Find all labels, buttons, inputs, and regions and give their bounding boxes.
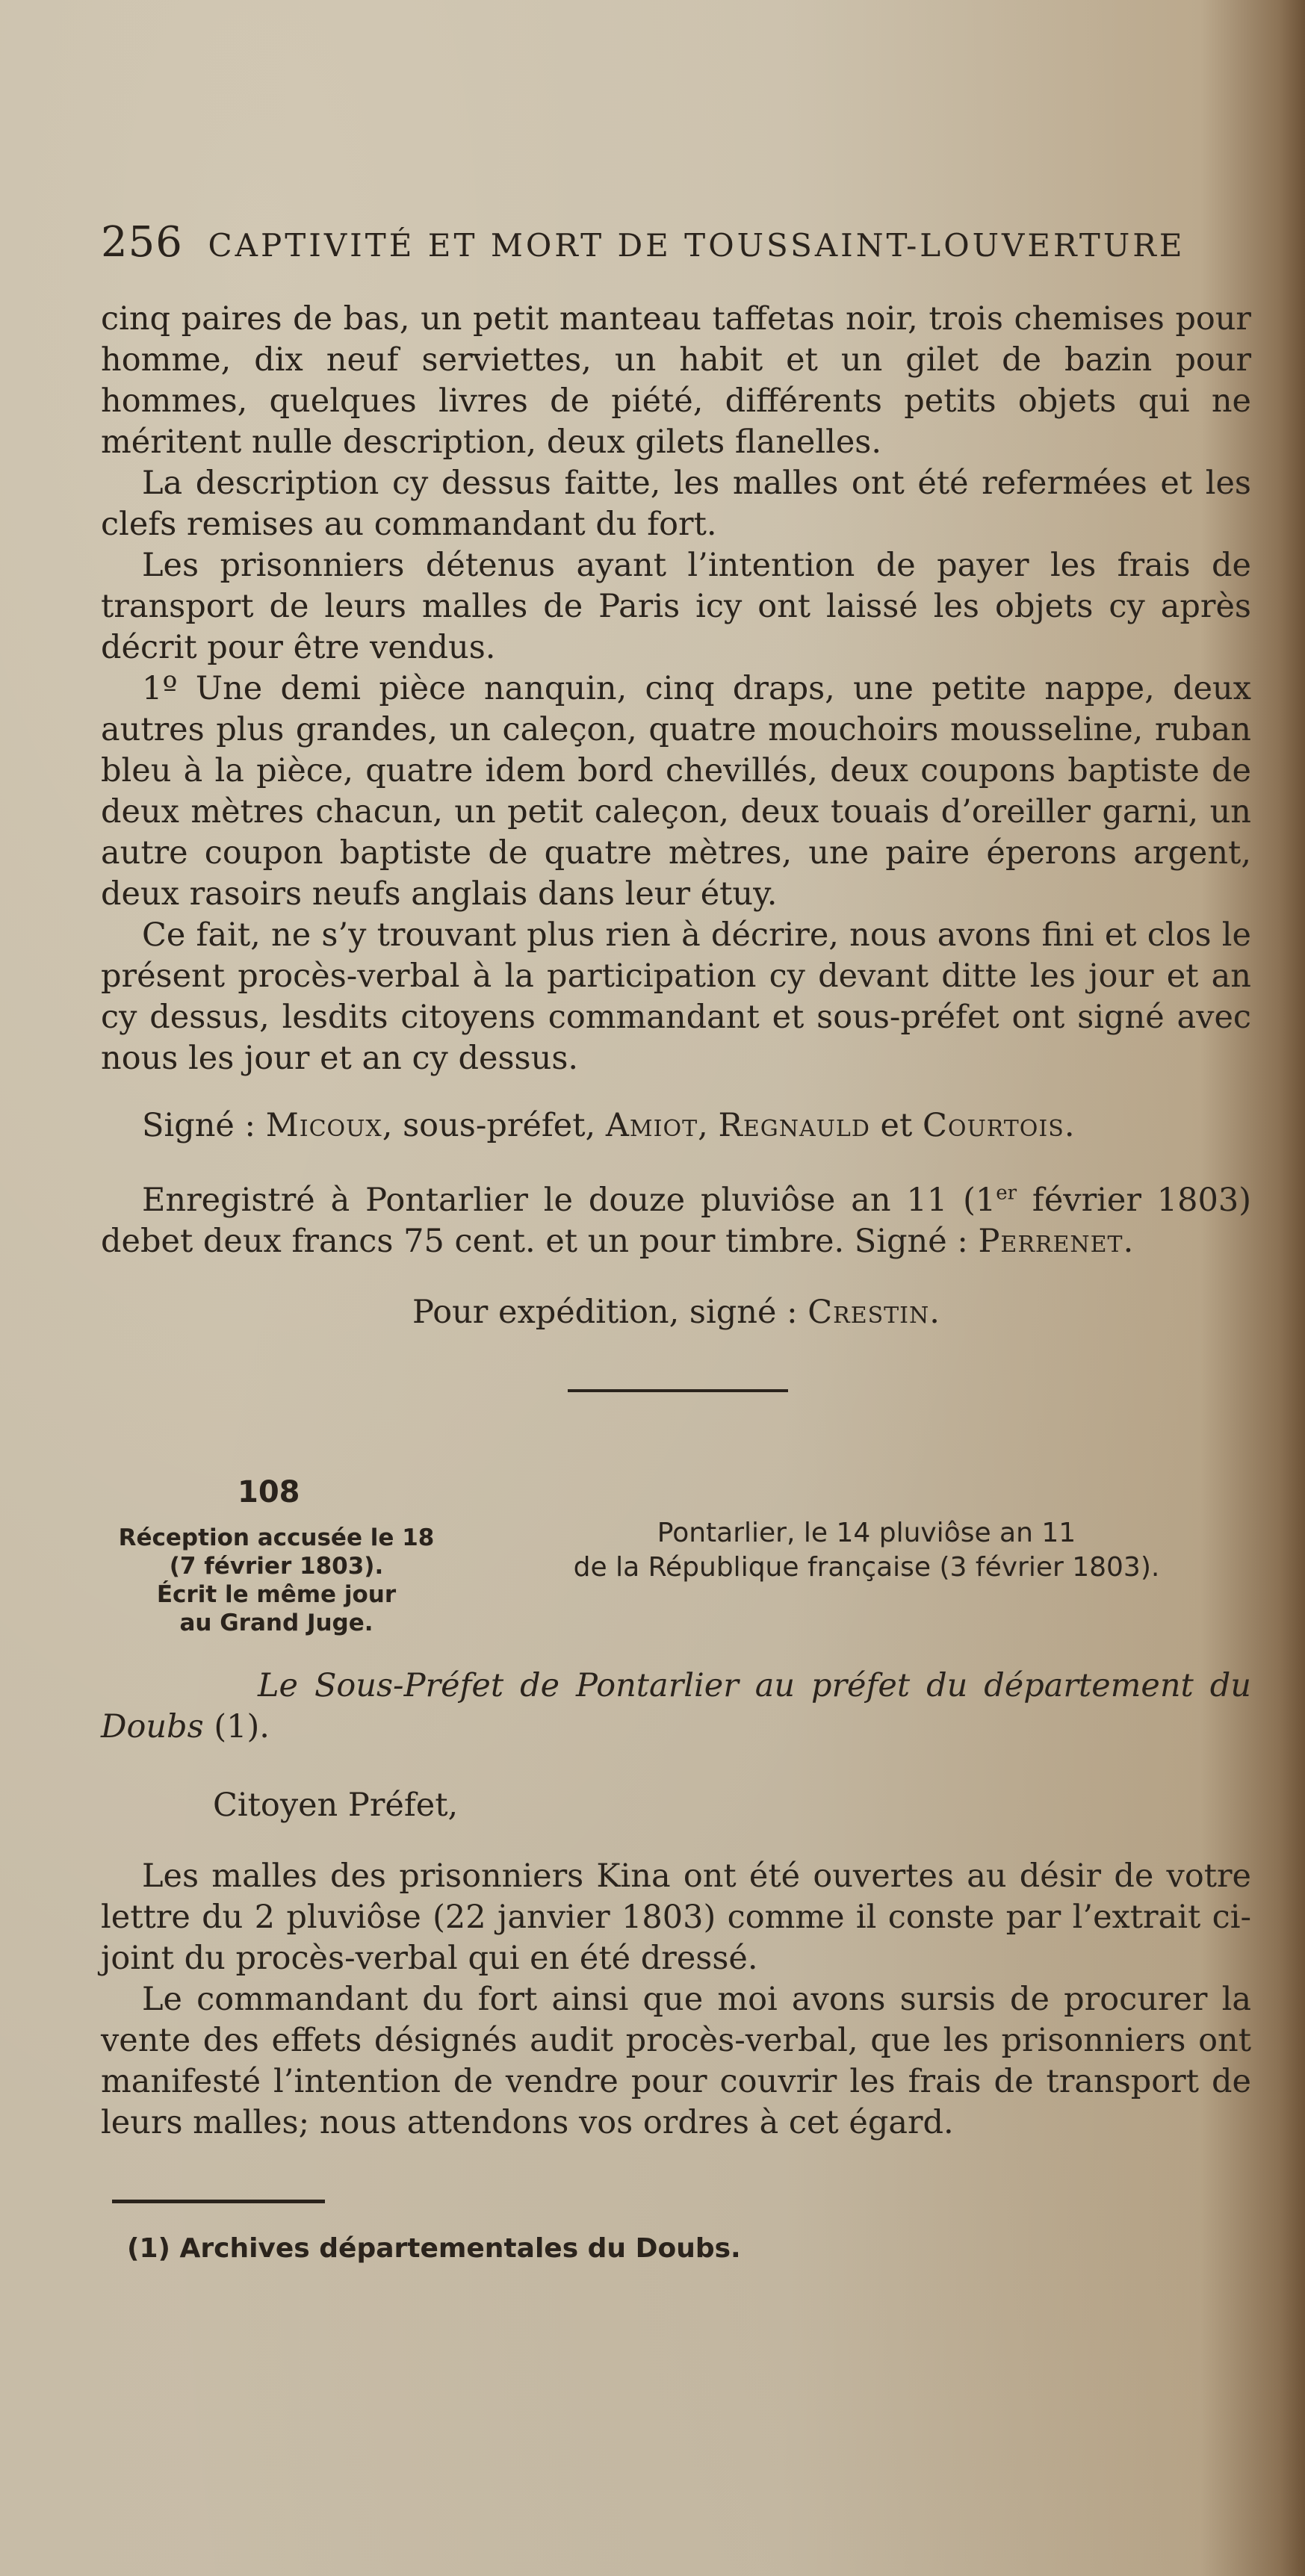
registration-end: . bbox=[1123, 1223, 1134, 1260]
expedition-signatory: Crestin bbox=[808, 1294, 930, 1331]
letter-heading-text: Le Sous-Préfet de Pontarlier au préfet du département du Doubs bbox=[101, 1667, 1251, 1745]
reception-sidenote bbox=[101, 1524, 452, 1637]
signature-separator: , bbox=[698, 1107, 719, 1144]
page-number: 256 bbox=[101, 218, 183, 267]
signatory-role: , sous-préfet, bbox=[382, 1107, 606, 1144]
sidenote-line-1: Réception accusée le 18 bbox=[118, 1524, 435, 1551]
letter-salutation: Citoyen Préfet, bbox=[213, 1787, 459, 1824]
signatory-amiot: Amiot bbox=[605, 1107, 698, 1144]
footnote-rule bbox=[112, 2200, 325, 2203]
registration-paragraph bbox=[101, 1180, 1251, 1262]
registration-text-a: Enregistré à Pontarlier le douze pluviôse an 11 (1 bbox=[142, 1182, 996, 1219]
section-divider bbox=[568, 1389, 788, 1392]
body-paragraph-5: Ce fait, ne s’y trouvant plus rien à décrire, nous avons fini et clos le présent procès-verbal à la participation cy devant ditte les jour et an cy dessus, lesdits citoyens commandant et sous-préfet ont signé avec nous les jour et an cy dessus. bbox=[101, 916, 1251, 1077]
body-paragraph-1: cinq paires de bas, un petit manteau taffetas noir, trois chemises pour homme, dix neuf serviettes, un habit et un gilet de bazin pour hommes, quelques livres de piété, différents petits objets qui ne méritent nulle description, deux gilets flanelles. bbox=[101, 300, 1251, 461]
letter-heading-footnote-ref: (1). bbox=[203, 1708, 270, 1745]
signatory-micoux: Micoux bbox=[265, 1107, 382, 1144]
letter-paragraph-1: Les malles des prisonniers Kina ont été ouvertes au désir de votre lettre du 2 pluviôse (22 janvier 1803) comme il conste par l’extrait ci-joint du procès-verbal qui en été dressé. bbox=[101, 1857, 1251, 1977]
signatory-regnauld: Regnauld bbox=[718, 1107, 870, 1144]
inventory-text bbox=[101, 299, 1251, 1079]
letter-paragraph-2: Le commandant du fort ainsi que moi avons sursis de procurer la vente des effets désignés audit procès-verbal, que les prisonniers ont manifesté l’intention de vendre pour couvrir les frais de transport de leurs malles; nous attendons vos ordres à cet égard. bbox=[101, 1981, 1251, 2141]
body-paragraph-2: La description cy dessus faitte, les malles ont été refermées et les clefs remises au commandant du fort. bbox=[101, 465, 1251, 543]
sidenote-line-3: Écrit le même jour bbox=[156, 1581, 397, 1608]
sidenote-line-4: au Grand Juge. bbox=[179, 1610, 373, 1636]
expedition-line bbox=[101, 1292, 1251, 1333]
signatory-courtois: Courtois bbox=[922, 1107, 1064, 1144]
letter-block bbox=[101, 1666, 1251, 2144]
running-head bbox=[101, 218, 1251, 267]
expedition-block bbox=[101, 1292, 1251, 1333]
signature-conjunction: et bbox=[870, 1107, 923, 1144]
signature-prefix: Signé : bbox=[142, 1107, 266, 1144]
body-paragraph-3: Les prisonniers détenus ayant l’intention de payer les frais de transport de leurs malles de Paris icy ont laissé les objets cy après décrit pour être vendus. bbox=[101, 547, 1251, 666]
sidenote-line-2: (7 février 1803). bbox=[169, 1553, 384, 1580]
dateline-republic: de la République française (3 février 1803). bbox=[573, 1552, 1160, 1583]
registration-signatory: Perrenet bbox=[978, 1223, 1123, 1260]
footnote: (1) Archives départementales du Doubs. bbox=[127, 2233, 741, 2264]
body-paragraph-4: 1º Une demi pièce nanquin, cinq draps, une petite nappe, deux autres plus grandes, un caleçon, quatre mouchoirs mousseline, ruban bleu à la pièce, quatre idem bord chevillés, deux coupons baptiste de deux mètres chacun, un petit caleçon, deux touais d’oreiller garni, un autre coupon baptiste de quatre mètres, une paire éperons argent, deux rasoirs neufs anglais dans leur étuy. bbox=[101, 670, 1251, 913]
registration-text-b: février 1803) debet deux francs 75 cent. et un pour timbre. Signé : bbox=[101, 1182, 1251, 1260]
dateline bbox=[478, 1516, 1255, 1585]
signature-line bbox=[101, 1105, 1251, 1146]
expedition-end: . bbox=[929, 1294, 940, 1331]
dateline-place-date: Pontarlier, le 14 pluviôse an 11 bbox=[657, 1518, 1076, 1548]
expedition-text: Pour expédition, signé : bbox=[412, 1294, 808, 1331]
document-number: 108 bbox=[238, 1475, 300, 1509]
signature-block bbox=[101, 1105, 1251, 1146]
registration-block bbox=[101, 1180, 1251, 1262]
running-title: CAPTIVITÉ ET MORT DE TOUSSAINT-LOUVERTURE bbox=[208, 227, 1185, 264]
letter-heading bbox=[101, 1666, 1251, 1748]
signature-end: . bbox=[1064, 1107, 1075, 1144]
registration-sup: er bbox=[996, 1182, 1017, 1205]
